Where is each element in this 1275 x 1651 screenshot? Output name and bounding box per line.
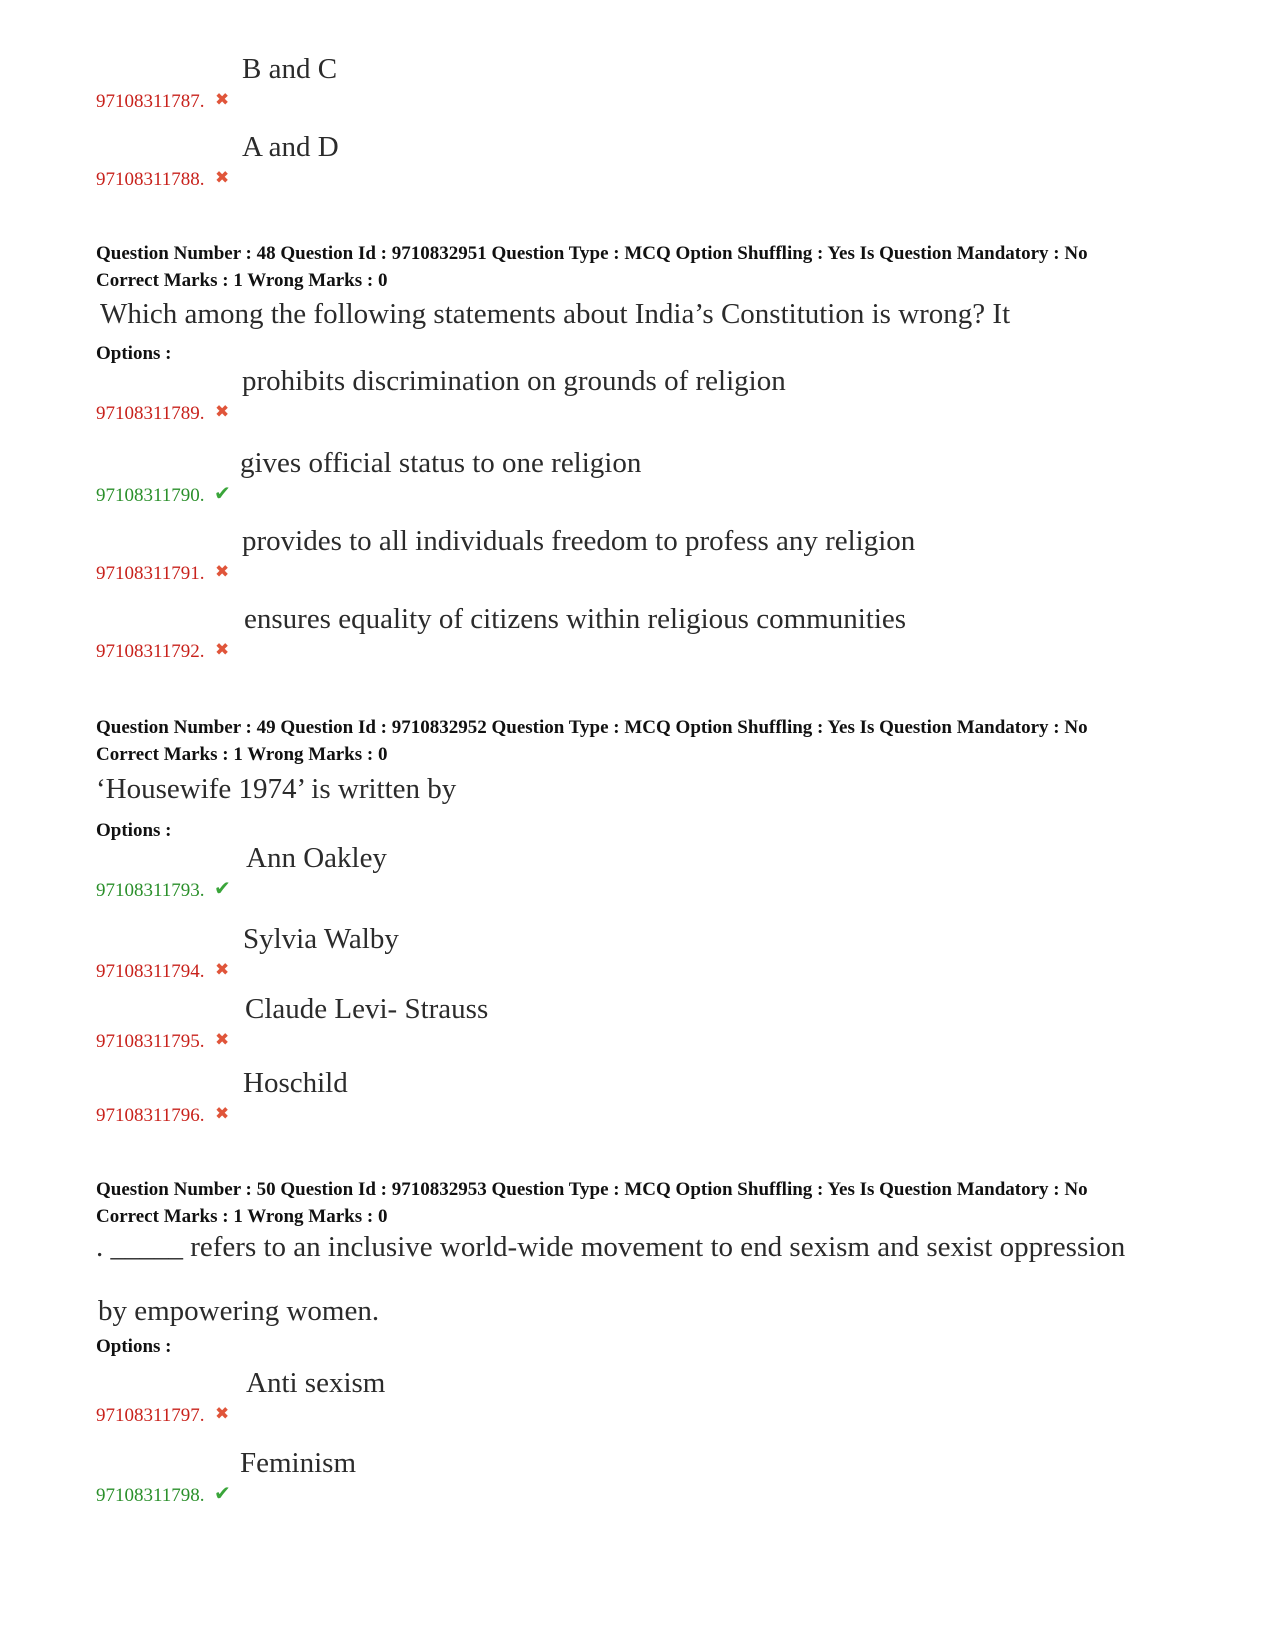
option-text: gives official status to one religion	[240, 447, 642, 479]
question-text: ‘Housewife 1974’ is written by	[96, 773, 457, 805]
option-id: 97108311794.	[96, 961, 205, 982]
option-row	[96, 1366, 1196, 1426]
option-row	[96, 524, 1196, 584]
option-id: 97108311795.	[96, 1031, 205, 1052]
option-id: 97108311796.	[96, 1105, 205, 1126]
option-id: 97108311797.	[96, 1405, 205, 1426]
option-text: B and C	[242, 53, 338, 85]
question-text-continued: by empowering women.	[98, 1295, 380, 1327]
options-label: Options :	[96, 1336, 172, 1357]
cross-icon: ✖	[215, 1404, 230, 1423]
option-row	[96, 364, 1196, 424]
option-row	[96, 52, 1196, 112]
question-meta-line: Question Number : 50 Question Id : 9710832953 Question Type : MCQ Option Shuffling : Yes Is Question Mandatory : No	[96, 1179, 1088, 1200]
option-text: Hoschild	[243, 1067, 348, 1099]
check-icon: ✔	[214, 878, 231, 900]
cross-icon: ✖	[215, 402, 230, 421]
option-id: 97108311789.	[96, 403, 205, 424]
option-row	[96, 992, 1196, 1052]
option-id: 97108311791.	[96, 563, 205, 584]
question-marks-line: Correct Marks : 1 Wrong Marks : 0	[96, 1206, 388, 1227]
option-row	[96, 446, 1196, 506]
option-id: 97108311788.	[96, 169, 205, 190]
option-text: Feminism	[240, 1447, 357, 1479]
option-text: ensures equality of citizens within religious communities	[244, 603, 907, 635]
option-text: Claude Levi- Strauss	[245, 993, 489, 1025]
cross-icon: ✖	[215, 168, 230, 187]
option-row	[96, 1066, 1196, 1126]
option-row	[96, 130, 1196, 190]
question-header	[96, 714, 1088, 768]
check-icon: ✔	[214, 1483, 231, 1505]
option-text: Anti sexism	[246, 1367, 386, 1399]
cross-icon: ✖	[215, 1104, 230, 1123]
option-row	[96, 922, 1196, 982]
cross-icon: ✖	[215, 960, 230, 979]
option-id: 97108311787.	[96, 91, 205, 112]
option-text: Ann Oakley	[246, 842, 387, 874]
option-id: 97108311793.	[96, 880, 205, 901]
cross-icon: ✖	[215, 90, 230, 109]
question-meta-line: Question Number : 48 Question Id : 9710832951 Question Type : MCQ Option Shuffling : Yes Is Question Mandatory : No	[96, 243, 1088, 264]
option-text: provides to all individuals freedom to profess any religion	[242, 525, 916, 557]
option-text: Sylvia Walby	[243, 923, 399, 955]
cross-icon: ✖	[215, 562, 230, 581]
options-label: Options :	[96, 343, 172, 364]
option-row	[96, 841, 1196, 901]
question-header	[96, 240, 1088, 294]
question-text: Which among the following statements about India’s Constitution is wrong? It	[100, 298, 1011, 330]
option-id: 97108311792.	[96, 641, 205, 662]
options-label: Options :	[96, 820, 172, 841]
option-id: 97108311798.	[96, 1485, 205, 1506]
question-meta-line: Question Number : 49 Question Id : 9710832952 Question Type : MCQ Option Shuffling : Yes Is Question Mandatory : No	[96, 717, 1088, 738]
question-header	[96, 1176, 1088, 1230]
option-row	[96, 602, 1196, 662]
question-text: . _____ refers to an inclusive world-wide movement to end sexism and sexist oppression	[96, 1231, 1126, 1263]
check-icon: ✔	[214, 483, 231, 505]
cross-icon: ✖	[215, 1030, 230, 1049]
question-marks-line: Correct Marks : 1 Wrong Marks : 0	[96, 744, 388, 765]
cross-icon: ✖	[215, 640, 230, 659]
option-text: A and D	[242, 131, 339, 163]
question-marks-line: Correct Marks : 1 Wrong Marks : 0	[96, 270, 388, 291]
option-text: prohibits discrimination on grounds of religion	[242, 365, 786, 397]
option-id: 97108311790.	[96, 485, 205, 506]
option-row	[96, 1446, 1196, 1506]
